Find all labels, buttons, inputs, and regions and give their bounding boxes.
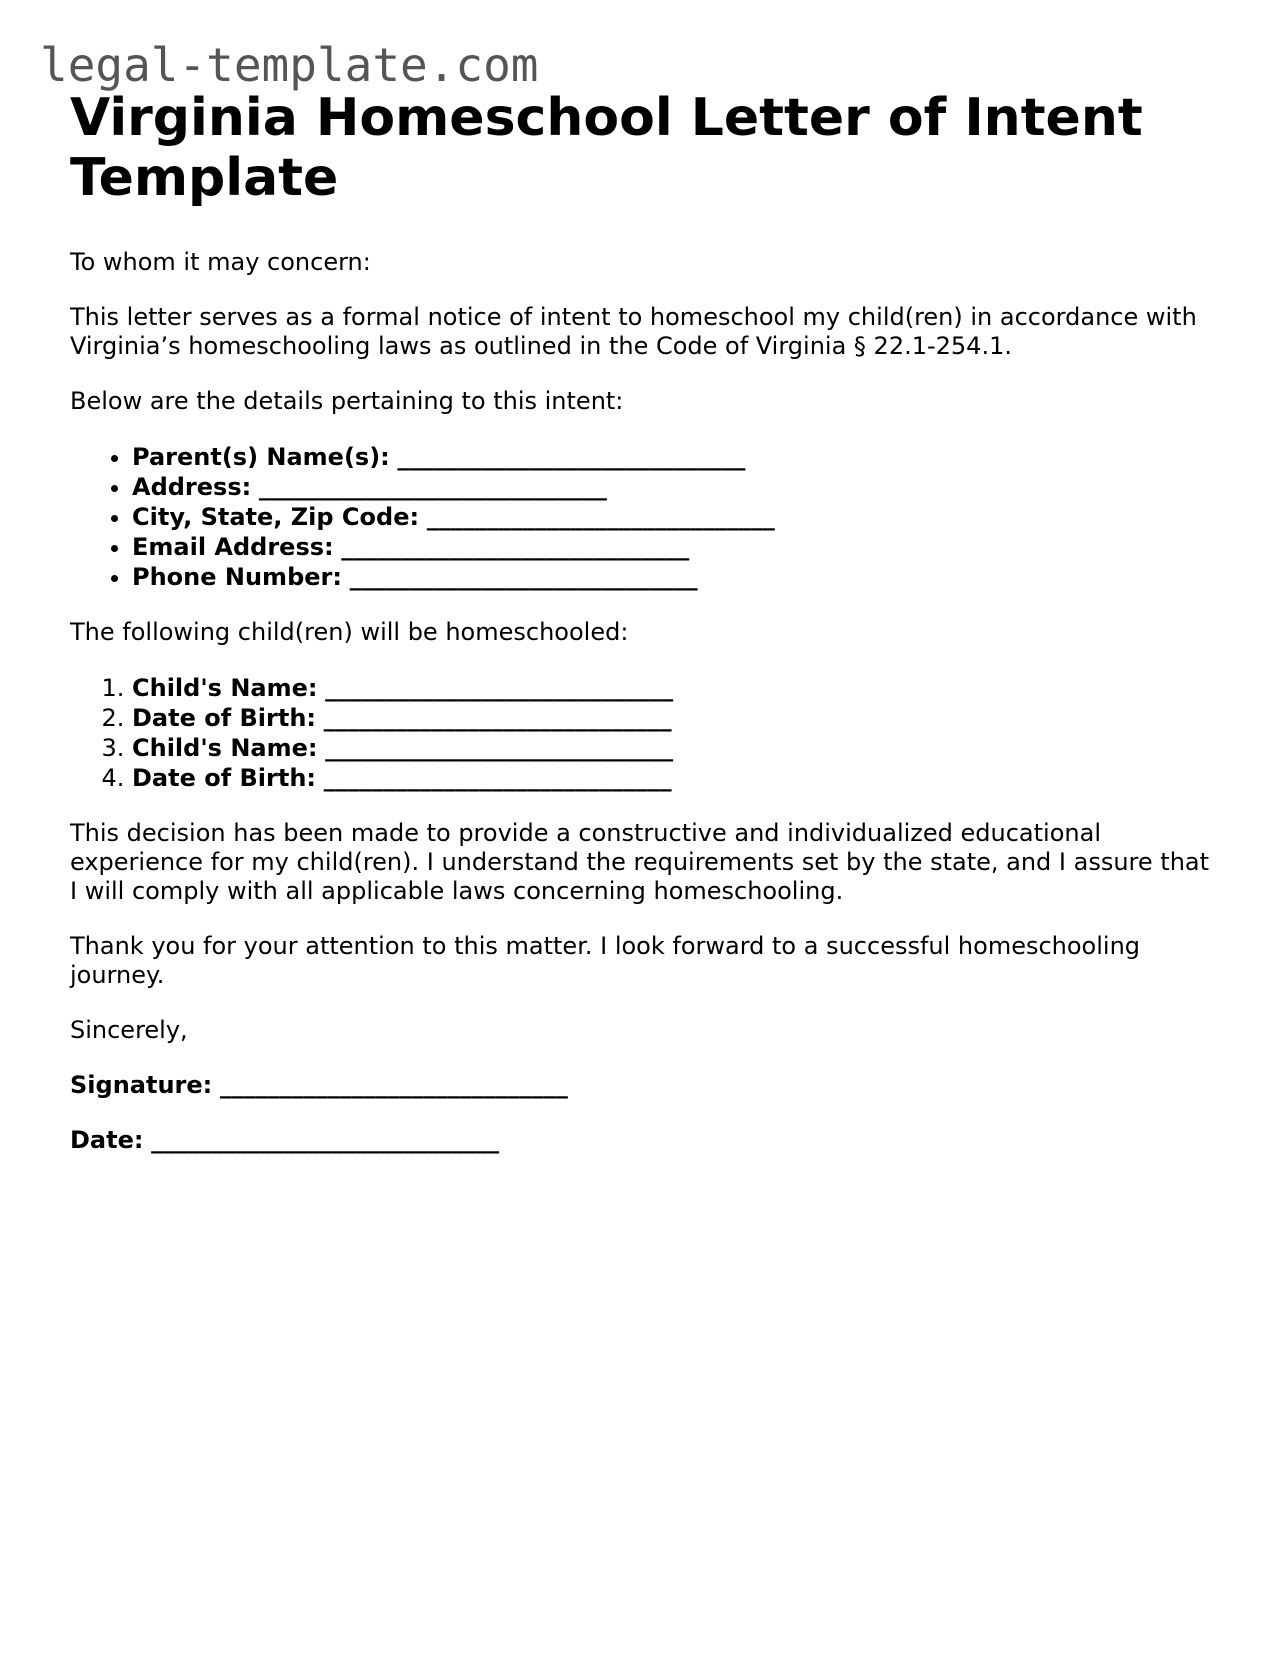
thanks-paragraph: Thank you for your attention to this matter. I look forward to a successful homeschooling journey. <box>70 932 1141 989</box>
parent-details-list <box>70 442 1210 592</box>
list-item <box>132 673 1210 703</box>
blank-line[interactable]: _____________________________ <box>323 704 672 732</box>
list-item <box>132 703 1210 733</box>
list-item <box>132 562 1210 592</box>
blank-line[interactable]: _____________________________ <box>397 443 746 471</box>
site-watermark: legal-template.com <box>40 38 539 92</box>
field-label: City, State, Zip Code: <box>132 503 420 531</box>
field-label: Parent(s) Name(s): <box>132 443 390 471</box>
field-label: Child's Name: <box>132 674 318 702</box>
blank-line[interactable]: _____________________________ <box>426 503 775 531</box>
date-label: Date: <box>70 1126 144 1154</box>
closing: Sincerely, <box>70 1016 188 1044</box>
blank-line[interactable]: _____________________________ <box>325 734 674 762</box>
field-label: Address: <box>132 473 252 501</box>
list-item <box>132 733 1210 763</box>
page-title: Virginia Homeschool Letter of Intent Template <box>70 88 1143 208</box>
letter-document <box>70 88 1210 1181</box>
details-intro: Below are the details pertaining to this intent: <box>70 387 624 415</box>
list-item <box>132 472 1210 502</box>
date-blank[interactable]: _____________________________ <box>151 1126 500 1154</box>
date-line <box>70 1126 1210 1155</box>
field-label: Child's Name: <box>132 734 318 762</box>
field-label: Date of Birth: <box>132 764 317 792</box>
list-item <box>132 502 1210 532</box>
children-intro: The following child(ren) will be homeschooled: <box>70 618 629 646</box>
signature-label: Signature: <box>70 1071 213 1099</box>
salutation: To whom it may concern: <box>70 248 371 276</box>
intro-paragraph: This letter serves as a formal notice of intent to homeschool my child(ren) in accordance with Virginia’s homeschooling laws as outlined in the Code of Virginia § 22.1-254.1. <box>70 303 1197 360</box>
decision-paragraph: This decision has been made to provide a constructive and individualized educational experience for my child(ren). I understand the requirements set by the state, and I assure that I will comply with all applicable laws concerning homeschooling. <box>70 819 1210 905</box>
blank-line[interactable]: _____________________________ <box>325 674 674 702</box>
field-label: Date of Birth: <box>132 704 317 732</box>
blank-line[interactable]: _____________________________ <box>349 563 698 591</box>
signature-line <box>70 1071 1210 1100</box>
blank-line[interactable]: _____________________________ <box>341 533 690 561</box>
field-label: Phone Number: <box>132 563 342 591</box>
field-label: Email Address: <box>132 533 334 561</box>
blank-line[interactable]: _____________________________ <box>258 473 607 501</box>
list-item <box>132 532 1210 562</box>
children-list <box>70 673 1210 793</box>
list-item <box>132 763 1210 793</box>
blank-line[interactable]: _____________________________ <box>323 764 672 792</box>
list-item <box>132 442 1210 472</box>
signature-blank[interactable]: _____________________________ <box>219 1071 568 1099</box>
